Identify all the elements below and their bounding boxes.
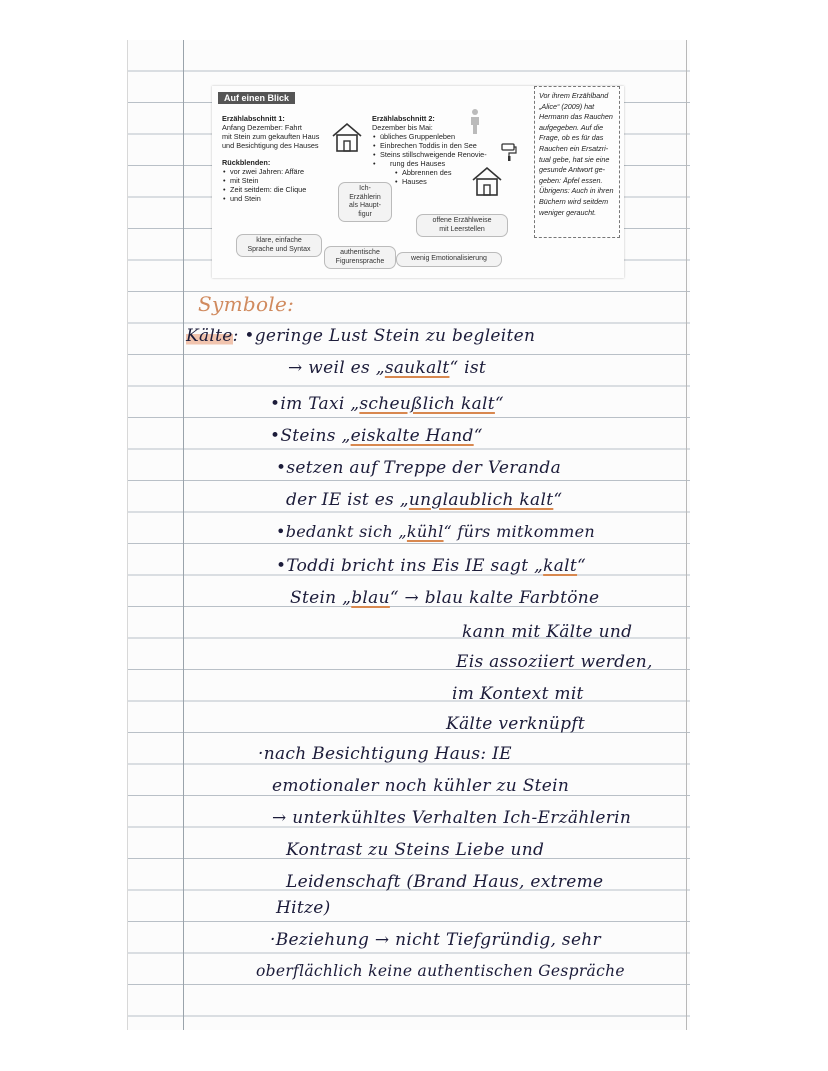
flashbacks-list: [222, 167, 306, 203]
house-icon: [470, 164, 504, 198]
note-line-9: Stein „blau“ → blau kalte Farbtöne: [290, 588, 600, 608]
flashbacks-title: Rückblenden:: [222, 158, 271, 167]
note-line-1: Kälte: •geringe Lust Stein zu begleiten: [186, 326, 536, 346]
list-item: • vor zwei Jahren: Affäre: [230, 167, 306, 176]
notes-heading: Symbole:: [198, 292, 295, 316]
note-line-4: •Steins „eiskalte Hand“: [270, 426, 483, 446]
note-line-11: Eis assoziiert werden,: [456, 652, 653, 672]
narrator-bubble: Ich- Erzählerin als Haupt- figur: [338, 182, 392, 222]
note-line-18: Leidenschaft (Brand Haus, extreme: [286, 872, 604, 892]
list-item: • Hauses: [402, 177, 487, 186]
section2: Erzählabschnitt 2: Dezember bis Mai:: [372, 114, 435, 132]
emotion-bubble: wenig Emotionalisierung: [396, 252, 502, 267]
person-icon: [468, 108, 482, 134]
kalte-label: Kälte: [186, 326, 233, 346]
note-line-2: → weil es „saukalt“ ist: [288, 358, 487, 378]
list-item: • übliches Gruppenleben: [380, 132, 487, 141]
language-bubble: klare, einfache Sprache und Syntax: [236, 234, 322, 257]
list-item: • mit Stein: [230, 176, 306, 185]
note-line-10: kann mit Kälte und: [462, 622, 633, 642]
section1: Erzählabschnitt 1: Anfang Dezember: Fahrt mit Stein zum gekauften Haus und Besichtigung des Hauses: [222, 114, 320, 150]
open-narration-bubble: offene Erzählweise mit Leerstellen: [416, 214, 508, 237]
house-icon: [330, 120, 364, 154]
list-item: • Steins stillschweigende Renovie-: [380, 150, 487, 159]
list-item: • rung des Hauses: [380, 159, 487, 168]
note-line-5: •setzen auf Treppe der Veranda: [276, 458, 562, 478]
note-line-13: Kälte verknüpft: [446, 714, 586, 734]
note-line-7: •bedankt sich „kühl“ fürs mitkommen: [276, 522, 595, 541]
note-line-17: Kontrast zu Steins Liebe und: [286, 840, 545, 860]
list-item: • Zeit seitdem: die Clique: [230, 185, 306, 194]
margin-line: [183, 40, 184, 1030]
note-line-16: → unterkühltes Verhalten Ich-Erzählerin: [272, 808, 632, 828]
note-line-21: oberflächlich keine authentischen Gespräche: [256, 962, 625, 980]
info-sidebox: Vor ihrem Erzählband „Alice“ (2009) hat Hermann das Rauchen aufgegeben. Auf die Frage, ob es für das Rauchen ein Ersatzri- tual gebe, hat sie eine gesunde Antwort ge- geben: Äpfel essen. Übrigens: Auch in ihren Büchern wird seitdem weniger geraucht.: [534, 86, 620, 238]
note-line-12: im Kontext mit: [452, 684, 584, 704]
note-line-8: •Toddi bricht ins Eis IE sagt „kalt“: [276, 556, 587, 576]
note-line-20: ·Beziehung → nicht Tiefgründig, sehr: [270, 930, 601, 950]
list-item: • Einbrechen Toddis in den See: [380, 141, 487, 150]
note-line-15: emotionaler noch kühler zu Stein: [272, 776, 570, 796]
note-line-6: der IE ist es „unglaublich kalt“: [286, 490, 563, 510]
paint-roller-icon: [500, 142, 518, 162]
authentic-bubble: authentische Figurensprache: [324, 246, 396, 269]
right-margin-line: [686, 40, 687, 1030]
note-line-19: Hitze): [276, 898, 331, 918]
note-line-3: •im Taxi „scheußlich kalt“: [270, 394, 504, 414]
note-line-14: ·nach Besichtigung Haus: IE: [258, 744, 512, 764]
list-item: • und Stein: [230, 194, 306, 203]
worksheet-tag: Auf einen Blick: [218, 92, 295, 104]
list-item: • Abbrennen des: [402, 168, 487, 177]
worksheet-clipping: [212, 86, 624, 278]
